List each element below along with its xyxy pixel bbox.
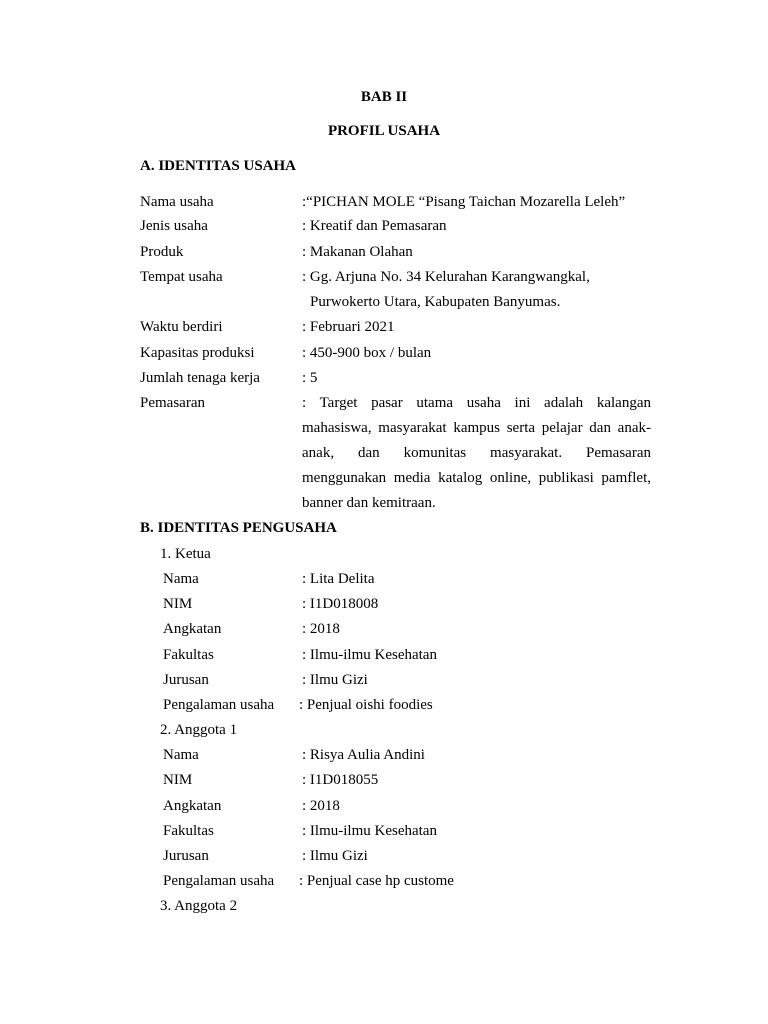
pemasaran-line-5: banner dan kemitraan. — [302, 495, 436, 511]
ketua-value-pengalaman: : Penjual oishi foodies — [299, 697, 433, 713]
anggota1-label-jurusan: Jurusan — [163, 848, 209, 864]
anggota1-label-fakultas: Fakultas — [163, 823, 214, 839]
ketua-value-nama: : Lita Delita — [302, 571, 375, 587]
label-pemasaran: Pemasaran — [140, 395, 205, 411]
label-jumlah-tenaga-kerja: Jumlah tenaga kerja — [140, 370, 260, 386]
member-title-ketua: 1. Ketua — [160, 546, 211, 562]
anggota1-label-pengalaman: Pengalaman usaha — [163, 873, 275, 889]
value-tempat-usaha-line2: Purwokerto Utara, Kabupaten Banyumas. — [310, 294, 561, 310]
value-jumlah-tenaga-kerja: : 5 — [302, 370, 318, 386]
value-jenis-usaha: : Kreatif dan Pemasaran — [302, 218, 447, 234]
ketua-label-pengalaman: Pengalaman usaha — [163, 697, 275, 713]
label-waktu-berdiri: Waktu berdiri — [140, 319, 223, 335]
ketua-label-nim: NIM — [163, 596, 193, 612]
value-nama-usaha: :“PICHAN MOLE “Pisang Taichan Mozarella Leleh” — [302, 194, 626, 210]
ketua-value-angkatan: : 2018 — [302, 621, 340, 637]
chapter-heading: BAB II — [360, 89, 408, 105]
anggota1-label-nim: NIM — [163, 772, 193, 788]
label-produk: Produk — [140, 244, 184, 260]
ketua-label-fakultas: Fakultas — [163, 647, 214, 663]
anggota1-value-angkatan: : 2018 — [302, 798, 340, 814]
member-title-anggota-2: 3. Anggota 2 — [160, 898, 238, 914]
page-title: PROFIL USAHA — [327, 123, 441, 139]
pemasaran-line-3: anak, dan komunitas masyarakat. Pemasaran — [302, 445, 651, 461]
section-b-heading: B. IDENTITAS PENGUSAHA — [140, 520, 337, 536]
anggota1-value-nama: : Risya Aulia Andini — [302, 747, 425, 763]
anggota1-label-angkatan: Angkatan — [163, 798, 222, 814]
ketua-value-fakultas: : Ilmu-ilmu Kesehatan — [302, 647, 437, 663]
pemasaran-line-4: menggunakan media katalog online, publikasi pamflet, — [302, 470, 651, 486]
value-tempat-usaha: : Gg. Arjuna No. 34 Kelurahan Karangwangkal, — [302, 269, 590, 285]
anggota1-value-jurusan: : Ilmu Gizi — [302, 848, 368, 864]
value-waktu-berdiri: : Februari 2021 — [302, 319, 395, 335]
member-title-anggota-1: 2. Anggota 1 — [160, 722, 238, 738]
label-tempat-usaha: Tempat usaha — [140, 269, 223, 285]
value-kapasitas-produksi: : 450-900 box / bulan — [302, 345, 432, 361]
label-kapasitas-produksi: Kapasitas produksi — [140, 345, 255, 361]
ketua-label-angkatan: Angkatan — [163, 621, 222, 637]
ketua-value-nim: : I1D018008 — [302, 596, 379, 612]
anggota1-value-fakultas: : Ilmu-ilmu Kesehatan — [302, 823, 437, 839]
pemasaran-line-1: : Target pasar utama usaha ini adalah kalangan — [302, 395, 651, 411]
anggota1-label-nama: Nama — [163, 747, 199, 763]
ketua-label-jurusan: Jurusan — [163, 672, 209, 688]
anggota1-value-pengalaman: : Penjual case hp custome — [299, 873, 454, 889]
section-a-heading: A. IDENTITAS USAHA — [140, 158, 297, 174]
label-jenis-usaha: Jenis usaha — [140, 218, 208, 234]
ketua-label-nama: Nama — [163, 571, 199, 587]
label-nama-usaha: Nama usaha — [140, 194, 214, 210]
value-produk: : Makanan Olahan — [302, 244, 413, 260]
anggota1-value-nim: : I1D018055 — [302, 772, 379, 788]
pemasaran-line-2: mahasiswa, masyarakat kampus serta pelajar dan anak- — [302, 420, 651, 436]
ketua-value-jurusan: : Ilmu Gizi — [302, 672, 368, 688]
